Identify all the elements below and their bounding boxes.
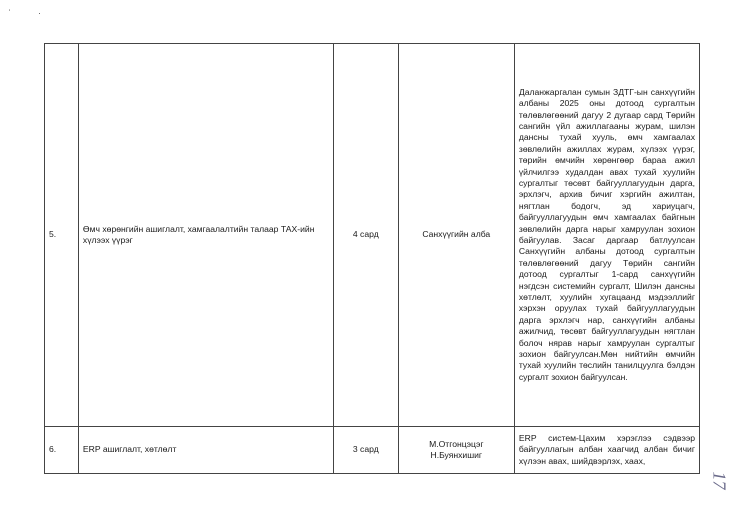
row-period: 4 сард	[333, 44, 398, 427]
row-period: 3 сард	[333, 427, 398, 474]
row-topic: Өмч хөрөнгийн ашиглалт, хамгаалалтийн талаар ТАХ-ийн хүлээх үүрэг	[78, 44, 333, 427]
table-row	[45, 44, 700, 427]
row-number: 5.	[45, 44, 79, 427]
report-table	[44, 43, 700, 474]
row-responsible: Санхүүгийн алба	[398, 44, 514, 427]
row-responsible	[398, 427, 514, 474]
row-description: Даланжаргалан сумын ЗДТГ-ын санхүүгийн албаны 2025 оны дотоод сургалтын төлөвлөгөөний дагуу 2 дугаар сард Төрийн сангийн үйл ажиллагааны журам, шилэн дансны тухай хууль, өмч хамгаалах зөвлөлийн ажиллах журам, хүлээх үүрэг, төрийн өмчийн хөрөнгөөр бараа ажил үйлчилгээ худалдан авах тухай хуулийн сургалтыг төсөвт байгууллагуудын дарга, эрхлэгч, архив бичиг хэргийн ажилтан, нягтлан бодогч, эд хариуцагч, байгууллагуудын өмч хамгаалах байгнын зөвлөлийн дарга нарыг хамруулан зохион байгуулав. Засаг даргаар батлуулсан Санхүүгийн албаны дотоод сургалтын төлөвлөгөөний дагуу Төрийн сангийн дотоод сургалтыг 1-сард санхүүгийн нэгдсэн системийн сургалт, Шилэн дансны хөтлөлт, хуулийн хугацаанд мэдээллийг хэрхэн оруулах тухай байгууллагуудын дарга эрхлэгч нар, санхүүгийн албаны ажилчид, төсөвт байгууллагуудын нягтлан болоч нярав нарыг хамруулан сургалтыг зохион байгуулсан.Мөн нийтийн өмчийн тухай хуулийн төслийн танилцуулга бэлдэн сургалт зохион байгуулсан.	[514, 44, 699, 427]
table-row	[45, 427, 700, 474]
page-number: 17	[709, 471, 730, 490]
scan-mark: ʿ	[8, 8, 11, 18]
row-topic: ERP ашиглалт, хөтлөлт	[78, 427, 333, 474]
row-number: 6.	[45, 427, 79, 474]
scan-dot: ·	[38, 8, 41, 18]
row-description: ERP систем-Цахим хэрэглээ сэдвээр байгууллагын албан хаагчид албан бичиг хүлээн авах, шийдвэрлэх, хаах,	[514, 427, 699, 474]
responsible-person: М.Отгонцэцэг	[429, 438, 484, 449]
responsible-person: Н.Буянхишиг	[430, 450, 483, 460]
